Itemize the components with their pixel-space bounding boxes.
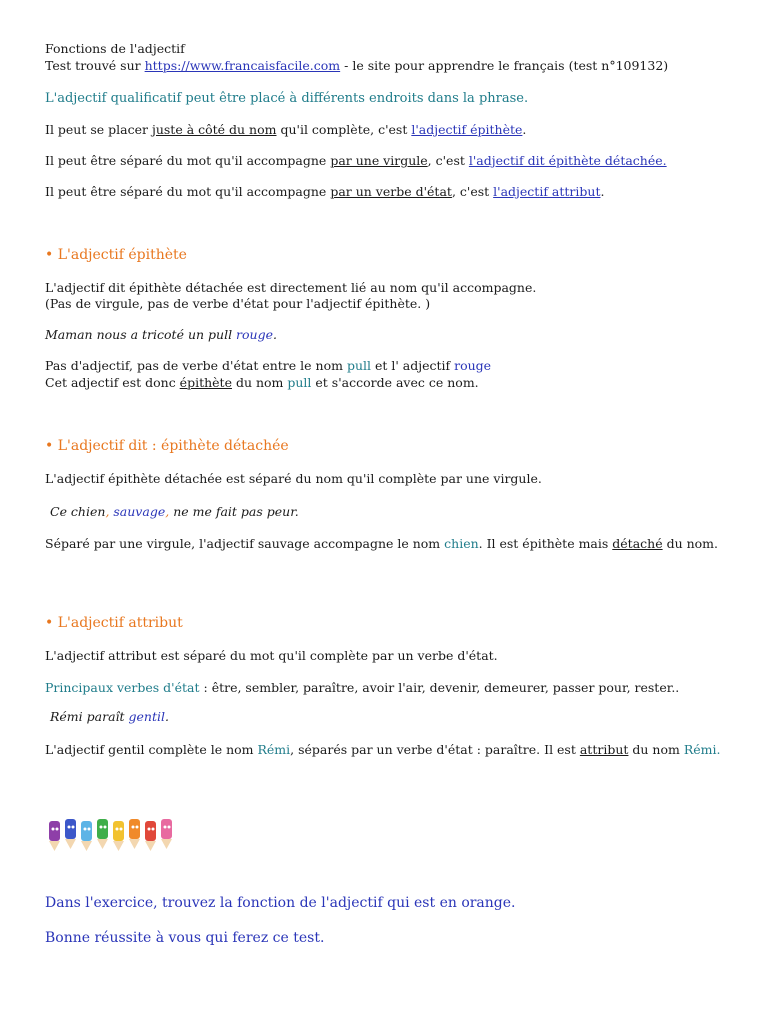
good-luck-message: Bonne réussite à vous qui ferez ce test. bbox=[45, 930, 325, 946]
section1-line1: L'adjectif dit épithète détachée est directement lié au nom qu'il accompagne. bbox=[45, 280, 537, 295]
section3-verbs: Principaux verbes d'état : être, sembler, paraître, avoir l'air, devenir, demeurer, passer pour, rester.. bbox=[45, 680, 680, 695]
intro-p2: Il peut être séparé du mot qu'il accompagne par une virgule, c'est l'adjectif dit épithète détachée. bbox=[45, 153, 667, 168]
intro-lead: L'adjectif qualificatif peut être placé à différents endroits dans la phrase. bbox=[45, 91, 529, 106]
section1-explain1: Pas d'adjectif, pas de verbe d'état entre le nom pull et l' adjectif rouge bbox=[45, 358, 492, 373]
source-line: Test trouvé sur https://www.francaisfacile.com - le site pour apprendre le français (test n°109132) bbox=[45, 58, 669, 73]
section2-example: Ce chien, sauvage, ne me fait pas peur. bbox=[50, 504, 299, 519]
section2-line1: L'adjectif épithète détachée est séparé du nom qu'il complète par une virgule. bbox=[45, 471, 542, 486]
section1-explain2: Cet adjectif est donc épithète du nom pull et s'accorde avec ce nom. bbox=[45, 375, 479, 390]
intro-p3: Il peut être séparé du mot qu'il accompagne par un verbe d'état, c'est l'adjectif attribut. bbox=[45, 184, 605, 199]
section1-example: Maman nous a tricoté un pull rouge. bbox=[45, 327, 277, 342]
epithete-link[interactable]: l'adjectif épithète bbox=[411, 122, 523, 137]
exercise-instruction: Dans l'exercice, trouvez la fonction de l'adjectif qui est en orange. bbox=[45, 895, 516, 911]
intro-p1: Il peut se placer juste à côté du nom qu'il complète, c'est l'adjectif épithète. bbox=[45, 122, 527, 137]
section-heading-epithete-detachee: • L'adjectif dit : épithète détachée bbox=[45, 438, 289, 454]
section-heading-epithete: • L'adjectif épithète bbox=[45, 247, 187, 263]
source-link[interactable]: https://www.francaisfacile.com bbox=[144, 58, 341, 73]
section3-example: Rémi paraît gentil. bbox=[50, 709, 169, 724]
document-title: Fonctions de l'adjectif bbox=[45, 41, 185, 56]
section-heading-attribut: • L'adjectif attribut bbox=[45, 615, 183, 631]
epithete-detachee-link[interactable]: l'adjectif dit épithète détachée. bbox=[468, 153, 667, 168]
colored-pencils-icon bbox=[45, 815, 175, 853]
section3-explain: L'adjectif gentil complète le nom Rémi, séparés par un verbe d'état : paraître. Il est attribut du nom Rémi. bbox=[45, 742, 721, 757]
section1-line2: (Pas de virgule, pas de verbe d'état pour l'adjectif épithète. ) bbox=[45, 296, 431, 311]
section3-line1: L'adjectif attribut est séparé du mot qu'il complète par un verbe d'état. bbox=[45, 648, 498, 663]
section2-explain: Séparé par une virgule, l'adjectif sauvage accompagne le nom chien. Il est épithète mais détaché du nom. bbox=[45, 536, 718, 551]
attribut-link[interactable]: l'adjectif attribut bbox=[493, 184, 601, 199]
